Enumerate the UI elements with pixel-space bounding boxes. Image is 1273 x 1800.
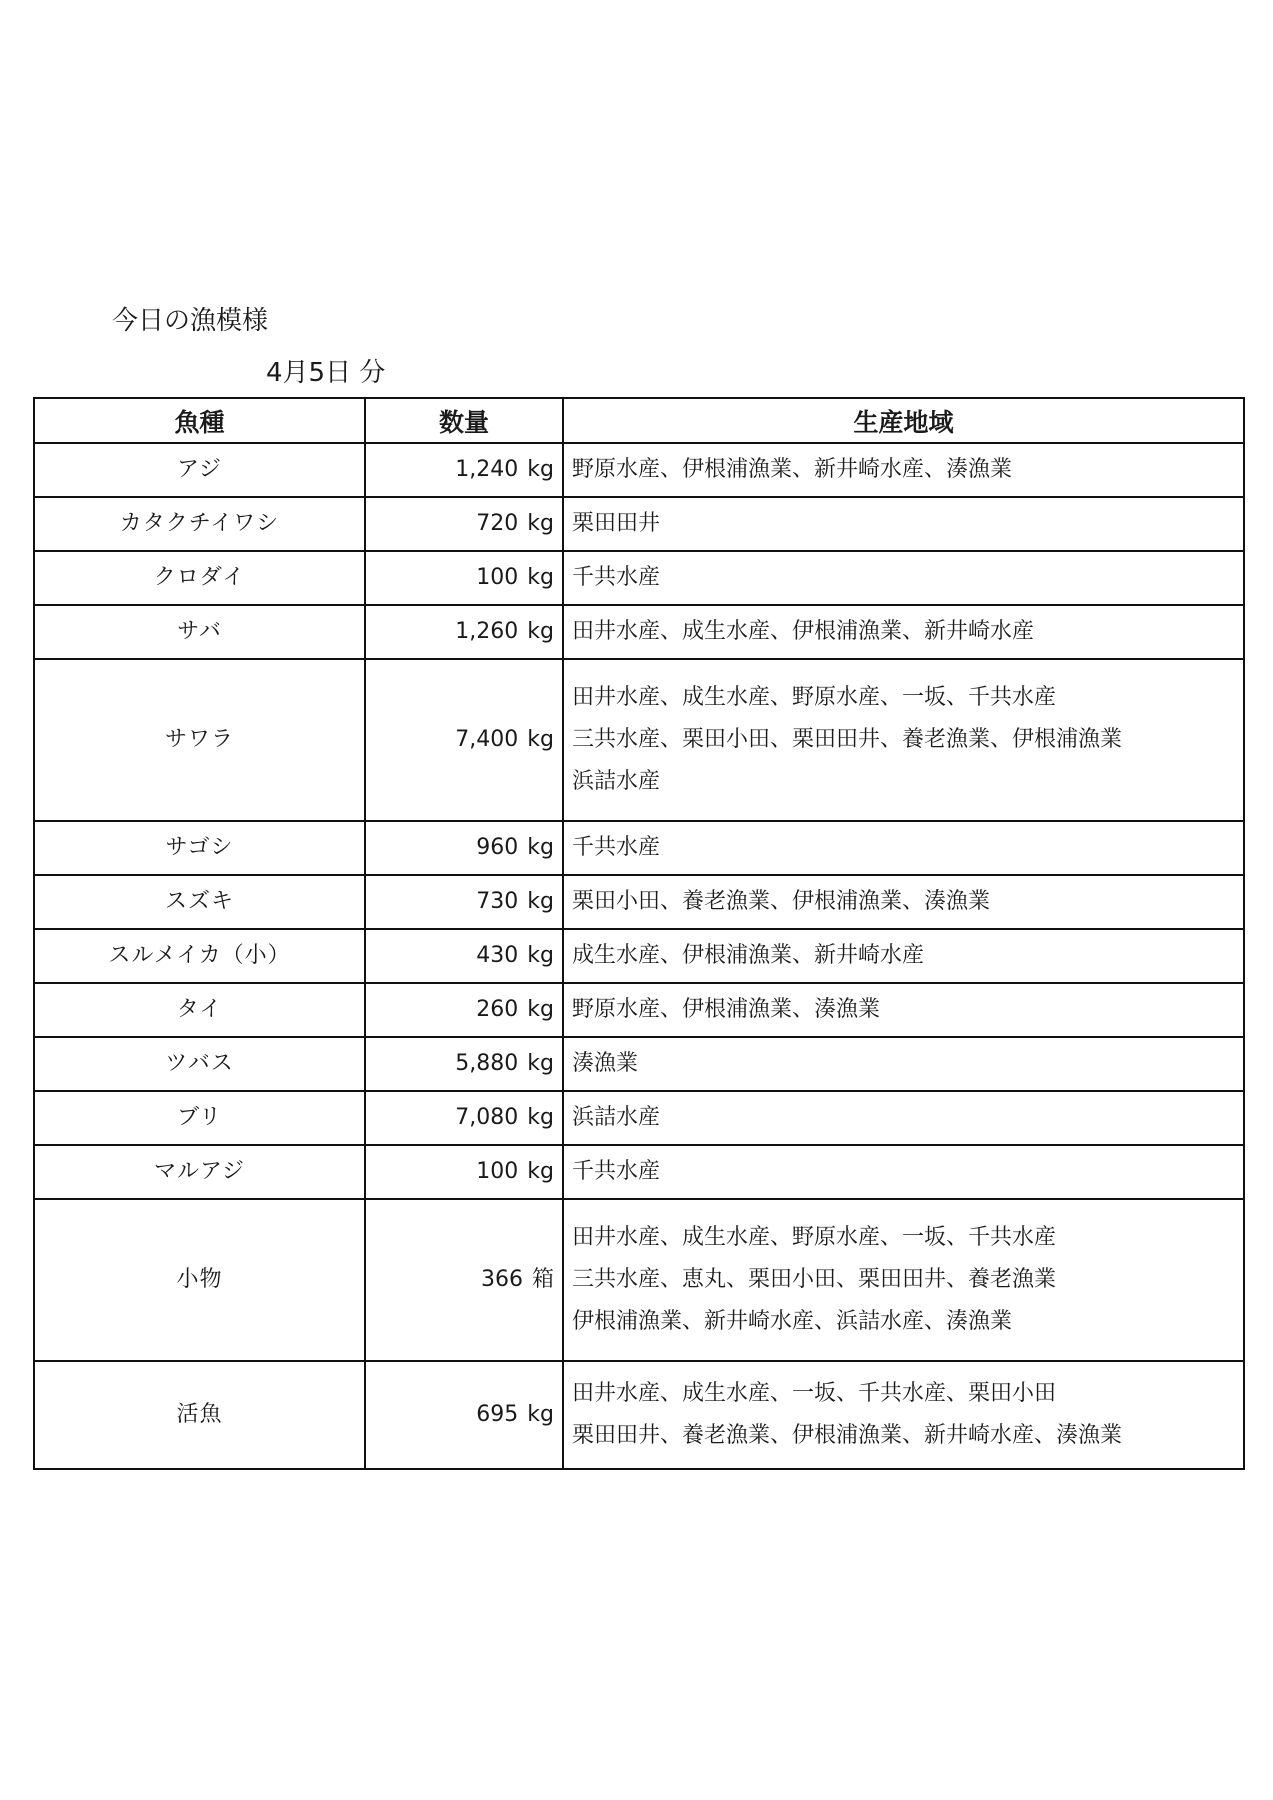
quantity-unit: kg <box>527 889 554 914</box>
region-line: 田井水産、成生水産、野原水産、一坂、千共水産 <box>572 1225 1057 1250</box>
table-row <box>34 983 1244 1037</box>
region-line: 伊根浦漁業、新井崎水産、浜詰水産、湊漁業 <box>572 1309 1013 1334</box>
quantity-unit: kg <box>527 997 554 1022</box>
fish-type-cell: 活魚 <box>34 1361 365 1469</box>
fish-type-cell: クロダイ <box>34 551 365 605</box>
quantity-value: 960 <box>476 835 519 860</box>
quantity-cell <box>365 821 563 875</box>
fish-type-cell: 小物 <box>34 1199 365 1361</box>
region-line: 田井水産、成生水産、一坂、千共水産、栗田小田 <box>572 1381 1057 1406</box>
quantity-unit: kg <box>527 1051 554 1076</box>
region-line: 野原水産、伊根浦漁業、新井崎水産、湊漁業 <box>572 457 1013 482</box>
quantity-value: 1,260 <box>455 619 519 644</box>
quantity-unit: kg <box>527 511 554 536</box>
table-row <box>34 551 1244 605</box>
quantity-unit: kg <box>527 565 554 590</box>
quantity-value: 5,880 <box>455 1051 519 1076</box>
region-line: 栗田小田、養老漁業、伊根浦漁業、湊漁業 <box>572 889 991 914</box>
production-region-cell <box>563 605 1244 659</box>
quantity-value: 100 <box>476 565 519 590</box>
production-region-cell <box>563 821 1244 875</box>
quantity-unit: kg <box>527 619 554 644</box>
quantity-value: 695 <box>476 1402 519 1427</box>
table-row <box>34 497 1244 551</box>
production-region-cell <box>563 497 1244 551</box>
page-title: 今日の漁模様 <box>112 306 269 336</box>
region-line: 湊漁業 <box>572 1051 639 1076</box>
production-region-cell <box>563 659 1244 821</box>
fish-type-cell: タイ <box>34 983 365 1037</box>
fish-type-cell: アジ <box>34 443 365 497</box>
region-line: 三共水産、恵丸、栗田小田、栗田田井、養老漁業 <box>572 1267 1057 1292</box>
table-row <box>34 1199 1244 1361</box>
quantity-value: 100 <box>476 1159 519 1184</box>
quantity-unit: kg <box>527 1159 554 1184</box>
quantity-value: 730 <box>476 889 519 914</box>
production-region-cell <box>563 875 1244 929</box>
header-quantity: 数量 <box>365 398 563 443</box>
region-line: 千共水産 <box>572 565 661 590</box>
quantity-unit: kg <box>527 727 554 752</box>
region-line: 千共水産 <box>572 835 661 860</box>
table-row <box>34 1145 1244 1199</box>
quantity-unit: kg <box>527 1402 554 1427</box>
quantity-unit: kg <box>527 1105 554 1130</box>
quantity-unit: kg <box>527 457 554 482</box>
quantity-cell <box>365 1361 563 1469</box>
quantity-value: 7,400 <box>455 727 519 752</box>
fish-type-cell: サワラ <box>34 659 365 821</box>
production-region-cell <box>563 1145 1244 1199</box>
fish-type-cell: サゴシ <box>34 821 365 875</box>
table-row <box>34 1361 1244 1469</box>
quantity-cell <box>365 551 563 605</box>
quantity-cell <box>365 875 563 929</box>
table-body <box>34 443 1244 1469</box>
header-fish-type: 魚種 <box>34 398 365 443</box>
production-region-cell <box>563 1361 1244 1469</box>
table-row <box>34 821 1244 875</box>
table-row <box>34 1091 1244 1145</box>
fish-type-cell: マルアジ <box>34 1145 365 1199</box>
quantity-value: 430 <box>476 943 519 968</box>
quantity-cell <box>365 1199 563 1361</box>
table-row <box>34 659 1244 821</box>
report-date: 4月5日 分 <box>266 358 386 388</box>
production-region-cell <box>563 929 1244 983</box>
quantity-cell <box>365 1037 563 1091</box>
quantity-cell <box>365 605 563 659</box>
fish-type-cell: サバ <box>34 605 365 659</box>
quantity-cell <box>365 443 563 497</box>
header-production-region: 生産地域 <box>563 398 1244 443</box>
quantity-unit: kg <box>527 943 554 968</box>
fish-type-cell: ブリ <box>34 1091 365 1145</box>
region-line: 栗田田井 <box>572 511 661 536</box>
catch-table <box>33 397 1245 1470</box>
production-region-cell <box>563 1091 1244 1145</box>
region-line: 浜詰水産 <box>572 769 661 794</box>
region-line: 浜詰水産 <box>572 1105 661 1130</box>
quantity-cell <box>365 929 563 983</box>
production-region-cell <box>563 1037 1244 1091</box>
production-region-cell <box>563 983 1244 1037</box>
production-region-cell <box>563 443 1244 497</box>
quantity-value: 720 <box>476 511 519 536</box>
quantity-value: 366 <box>480 1267 523 1292</box>
region-line: 栗田田井、養老漁業、伊根浦漁業、新井崎水産、湊漁業 <box>572 1423 1123 1448</box>
quantity-cell <box>365 659 563 821</box>
quantity-value: 1,240 <box>455 457 519 482</box>
production-region-cell <box>563 551 1244 605</box>
region-line: 三共水産、栗田小田、栗田田井、養老漁業、伊根浦漁業 <box>572 727 1123 752</box>
quantity-value: 260 <box>476 997 519 1022</box>
table-row <box>34 1037 1244 1091</box>
quantity-cell <box>365 1091 563 1145</box>
fish-type-cell: スルメイカ（小） <box>34 929 365 983</box>
quantity-cell <box>365 983 563 1037</box>
region-line: 田井水産、成生水産、野原水産、一坂、千共水産 <box>572 685 1057 710</box>
production-region-cell <box>563 1199 1244 1361</box>
table-row <box>34 875 1244 929</box>
table-row <box>34 443 1244 497</box>
region-line: 千共水産 <box>572 1159 661 1184</box>
quantity-unit: kg <box>527 835 554 860</box>
quantity-cell <box>365 1145 563 1199</box>
quantity-cell <box>365 497 563 551</box>
region-line: 野原水産、伊根浦漁業、湊漁業 <box>572 997 881 1022</box>
region-line: 田井水産、成生水産、伊根浦漁業、新井崎水産 <box>572 619 1035 644</box>
table-row <box>34 605 1244 659</box>
quantity-unit: 箱 <box>531 1267 554 1292</box>
fish-type-cell: スズキ <box>34 875 365 929</box>
fish-type-cell: カタクチイワシ <box>34 497 365 551</box>
table-row <box>34 929 1244 983</box>
fish-type-cell: ツバス <box>34 1037 365 1091</box>
table-header-row <box>34 398 1244 443</box>
quantity-value: 7,080 <box>455 1105 519 1130</box>
region-line: 成生水産、伊根浦漁業、新井崎水産 <box>572 943 925 968</box>
